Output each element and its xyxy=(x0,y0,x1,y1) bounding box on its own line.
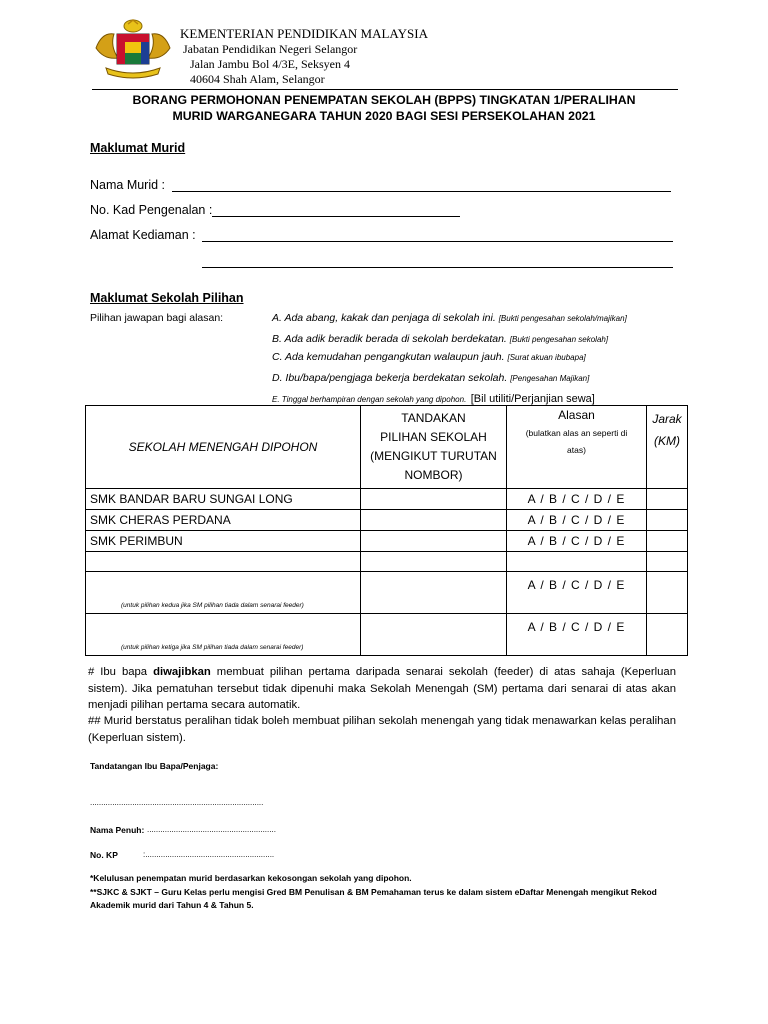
reason-e: E. Tinggal berhampiran dengan sekolah yang dipohon. [Bil utiliti/Perjanjian sewa] xyxy=(272,393,595,405)
header-choice: TANDAKAN PILIHAN SEKOLAH (MENGIKUT TURUTAN NOMBOR) xyxy=(361,406,507,489)
reason-a: A. Ada abang, kakak dan penjaga di sekolah ini. [Bukti pengesahan sekolah/majikan] xyxy=(272,312,627,324)
signature-label: Tandatangan Ibu Bapa/Penjaga: xyxy=(90,761,219,771)
reason-d: D. Ibu/bapa/pengjaga bekerja berdekatan sekolah. [Pengesahan Majikan] xyxy=(272,372,590,384)
school-name: SMK BANDAR BARU SUNGAI LONG xyxy=(86,489,361,510)
note-paragraph-2: ## Murid berstatus peralihan tidak boleh membuat pilihan sekolah menengah yang tidak menawarkan kelas peralihan (Keperluan sistem). xyxy=(88,715,676,744)
home-address-field-2[interactable] xyxy=(202,267,673,268)
school-choice-table xyxy=(85,405,688,656)
student-section-heading: Maklumat Murid xyxy=(90,141,186,155)
table-row-blank xyxy=(86,552,688,572)
form-title-line-2: MURID WARGANEGARA TAHUN 2020 BAGI SESI PERSEKOLAHAN 2021 xyxy=(172,109,596,123)
reason-options[interactable]: A / B / C / D / E xyxy=(507,572,647,614)
second-choice-note: (untuk pilihan kedua jika SM pilihan tiada dalam senarai feeder) xyxy=(121,602,304,609)
home-address-field-1[interactable] xyxy=(202,241,673,242)
footer-note-2-line-2: Akademik murid dari Tahun 4 & Tahun 5. xyxy=(90,900,254,910)
distance-cell[interactable] xyxy=(647,531,688,552)
choice-cell[interactable] xyxy=(361,572,507,614)
reason-options[interactable]: A / B / C / D / E xyxy=(507,614,647,656)
kp-line[interactable]: :.......................................................... xyxy=(143,850,275,859)
school-name: SMK PERIMBUN xyxy=(86,531,361,552)
reason-options[interactable]: A / B / C / D / E xyxy=(507,531,647,552)
reason-options[interactable]: A / B / C / D / E xyxy=(507,510,647,531)
address-line-1: Jalan Jambu Bol 4/3E, Seksyen 4 xyxy=(190,57,350,71)
student-name-field[interactable] xyxy=(172,191,671,192)
coat-of-arms-logo xyxy=(92,18,174,80)
choice-cell[interactable] xyxy=(361,531,507,552)
footer-note-2-line-1: **SJKC & SJKT – Guru Kelas perlu mengisi Gred BM Penulisan & BM Pemahaman terus ke dalam sistem eDaftar Menengah mengikut Rekod xyxy=(90,887,657,897)
header-distance: Jarak (KM) xyxy=(647,406,688,489)
second-choice-cell[interactable] xyxy=(86,572,361,614)
choice-cell[interactable] xyxy=(361,552,507,572)
note-paragraph-1: # Ibu bapa diwajibkan membuat pilihan pertama daripada senarai sekolah (feeder) di atas sahaja (Keperluan sistem). Jika pematuhan tersebut tidak dipenuhi maka Sekolah Menengah (SM) pertama dari senarai di atas akan menjadi pilihan pertama secara automatik. xyxy=(88,666,676,711)
distance-cell[interactable] xyxy=(647,510,688,531)
table-row xyxy=(86,510,688,531)
third-choice-cell[interactable] xyxy=(86,614,361,656)
signature-line[interactable]: .............................................................................. xyxy=(90,798,264,807)
school-name-blank[interactable] xyxy=(86,552,361,572)
kp-label: No. KP xyxy=(90,850,118,860)
header-reason: Alasan (bulatkan alas an seperti di atas) xyxy=(507,406,647,489)
table-row xyxy=(86,489,688,510)
student-name-label: Nama Murid : xyxy=(90,178,166,192)
school-name: SMK CHERAS PERDANA xyxy=(86,510,361,531)
choice-cell[interactable] xyxy=(361,489,507,510)
choice-cell[interactable] xyxy=(361,510,507,531)
table-header-row xyxy=(86,406,688,489)
footer-note-1: *Kelulusan penempatan murid berdasarkan kekosongan sekolah yang dipohon. xyxy=(90,873,412,883)
distance-cell[interactable] xyxy=(647,552,688,572)
address-line-2: 40604 Shah Alam, Selangor xyxy=(190,72,325,86)
department-name: Jabatan Pendidikan Negeri Selangor xyxy=(183,42,358,56)
full-name-label: Nama Penuh: xyxy=(90,825,145,835)
reason-b: B. Ada adik beradik berada di sekolah berdekatan. [Bukti pengesahan sekolah] xyxy=(272,333,609,345)
third-choice-note: (untuk pilihan ketiga jika SM pilihan tiada dalam senarai feeder) xyxy=(121,644,304,651)
table-row-second-choice xyxy=(86,572,688,614)
full-name-line[interactable]: .......................................................... xyxy=(147,825,276,834)
distance-cell[interactable] xyxy=(647,572,688,614)
ic-number-field[interactable] xyxy=(212,216,460,217)
reason-c: C. Ada kemudahan pengangkutan walaupun jauh. [Surat akuan ibubapa] xyxy=(272,351,586,363)
reason-options[interactable]: A / B / C / D / E xyxy=(507,489,647,510)
ministry-name: KEMENTERIAN PENDIDIKAN MALAYSIA xyxy=(180,26,428,41)
ic-number-label: No. Kad Pengenalan : xyxy=(90,203,213,217)
reason-cell[interactable] xyxy=(507,552,647,572)
form-title-line-1: BORANG PERMOHONAN PENEMPATAN SEKOLAH (BPPS) TINGKATAN 1/PERALIHAN xyxy=(132,93,636,107)
table-row-third-choice xyxy=(86,614,688,656)
distance-cell[interactable] xyxy=(647,614,688,656)
header-school: SEKOLAH MENENGAH DIPOHON xyxy=(86,406,361,489)
school-section-heading: Maklumat Sekolah Pilihan xyxy=(90,291,244,305)
distance-cell[interactable] xyxy=(647,489,688,510)
reasons-intro: Pilihan jawapan bagi alasan: xyxy=(90,312,224,324)
home-address-label: Alamat Kediaman : xyxy=(90,228,196,242)
table-row xyxy=(86,531,688,552)
header-divider xyxy=(92,89,678,90)
choice-cell[interactable] xyxy=(361,614,507,656)
